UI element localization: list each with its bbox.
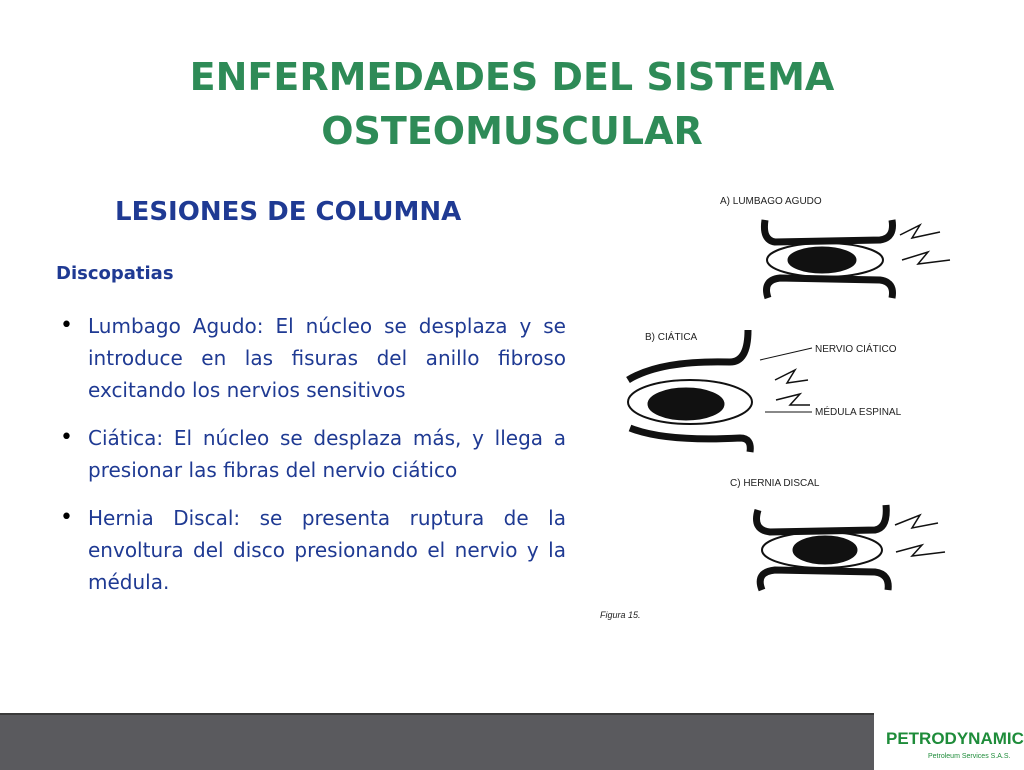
- company-logo: [878, 716, 1024, 768]
- figure-label-c: C) HERNIA DISCAL: [730, 478, 820, 489]
- petrodynamic-logo: [878, 716, 1024, 768]
- figure-caption: Figura 15.: [600, 610, 641, 620]
- footer-bar: [0, 713, 874, 770]
- bullet-text: Ciática: El núcleo se desplaza más, y llega a presionar las fibras del nervio ciático: [88, 426, 566, 482]
- disc-diagram-b: [628, 330, 812, 452]
- bullet-dot-icon: •: [60, 313, 73, 338]
- figure-label-spinal: MÉDULA ESPINAL: [815, 407, 902, 418]
- slide-title-line2: OSTEOMUSCULAR: [321, 109, 703, 153]
- slide-subtitle: LESIONES DE COLUMNA: [115, 197, 462, 227]
- figure-label-nerve: NERVIO CIÁTICO: [815, 344, 897, 355]
- figure-label-b: B) CIÁTICA: [645, 332, 698, 343]
- bullet-dot-icon: •: [60, 505, 73, 530]
- bullet-item: [60, 310, 566, 406]
- bullet-item: [60, 422, 566, 486]
- bullet-text: Lumbago Agudo: El núcleo se desplaza y se introduce en las fisuras del anillo fibroso excitando los nervios sensitivos: [88, 314, 566, 402]
- spine-disc-illustration: [590, 180, 970, 630]
- figure-label-a: A) LUMBAGO AGUDO: [720, 196, 822, 207]
- slide-title: [0, 50, 1024, 158]
- bullet-list: [60, 310, 566, 614]
- disc-diagram-c: [757, 505, 946, 590]
- slide-title-line1: ENFERMEDADES DEL SISTEMA: [189, 55, 835, 99]
- section-heading: Discopatias: [56, 263, 174, 284]
- disc-diagram-a: [764, 220, 950, 298]
- bullet-item: [60, 502, 566, 598]
- spine-lesion-figure: [590, 180, 970, 630]
- logo-name: PETRODYNAMIC: [886, 729, 1024, 748]
- bullet-text: Hernia Discal: se presenta ruptura de la envoltura del disco presionando el nervio y la médula.: [88, 506, 566, 594]
- logo-tagline: Petroleum Services S.A.S.: [928, 753, 1011, 760]
- bullet-dot-icon: •: [60, 425, 73, 450]
